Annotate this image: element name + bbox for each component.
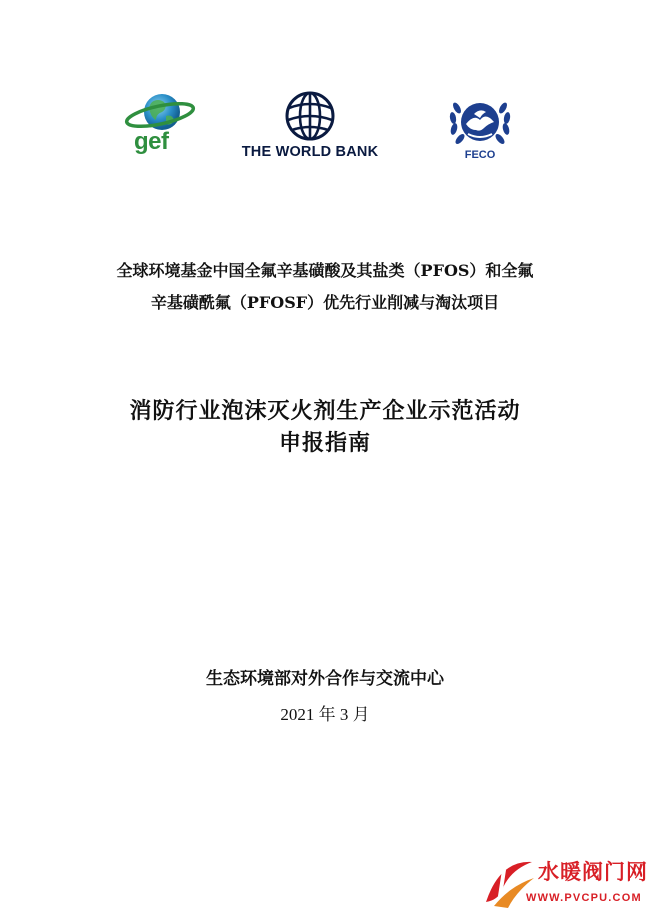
world-bank-logo-text: THE WORLD BANK [241,144,379,160]
document-title-line-2: 申报指南 [278,431,371,456]
project-name-line-2: 辛基磺酰氟（PFOSF）优先行业削减与淘汰项目 [150,293,500,312]
world-bank-logo [240,90,380,170]
gef-logo [118,88,198,168]
gef-logo-text: gef [134,128,169,155]
feco-emblem-icon [444,90,516,152]
document-title-line-1: 消防行业泡沫灭火剂生产企业示范活动 [129,399,521,424]
feco-logo-text: FECO [464,149,496,161]
project-name-line-1: 全球环境基金中国全氟辛基磺酸及其盐类（PFOS）和全氟 [116,261,534,280]
site-watermark [480,856,648,914]
watermark-site-name: 水暖阀门网 [538,860,648,884]
feco-logo [420,90,540,170]
issue-date: 2021 年 3 月 [280,705,370,724]
watermark-logo-icon [480,856,540,914]
issuing-organization: 生态环境部对外合作与交流中心 [206,669,444,689]
watermark-site-url: WWW.PVCPU.COM [526,892,642,904]
world-bank-globe-icon [284,90,336,142]
